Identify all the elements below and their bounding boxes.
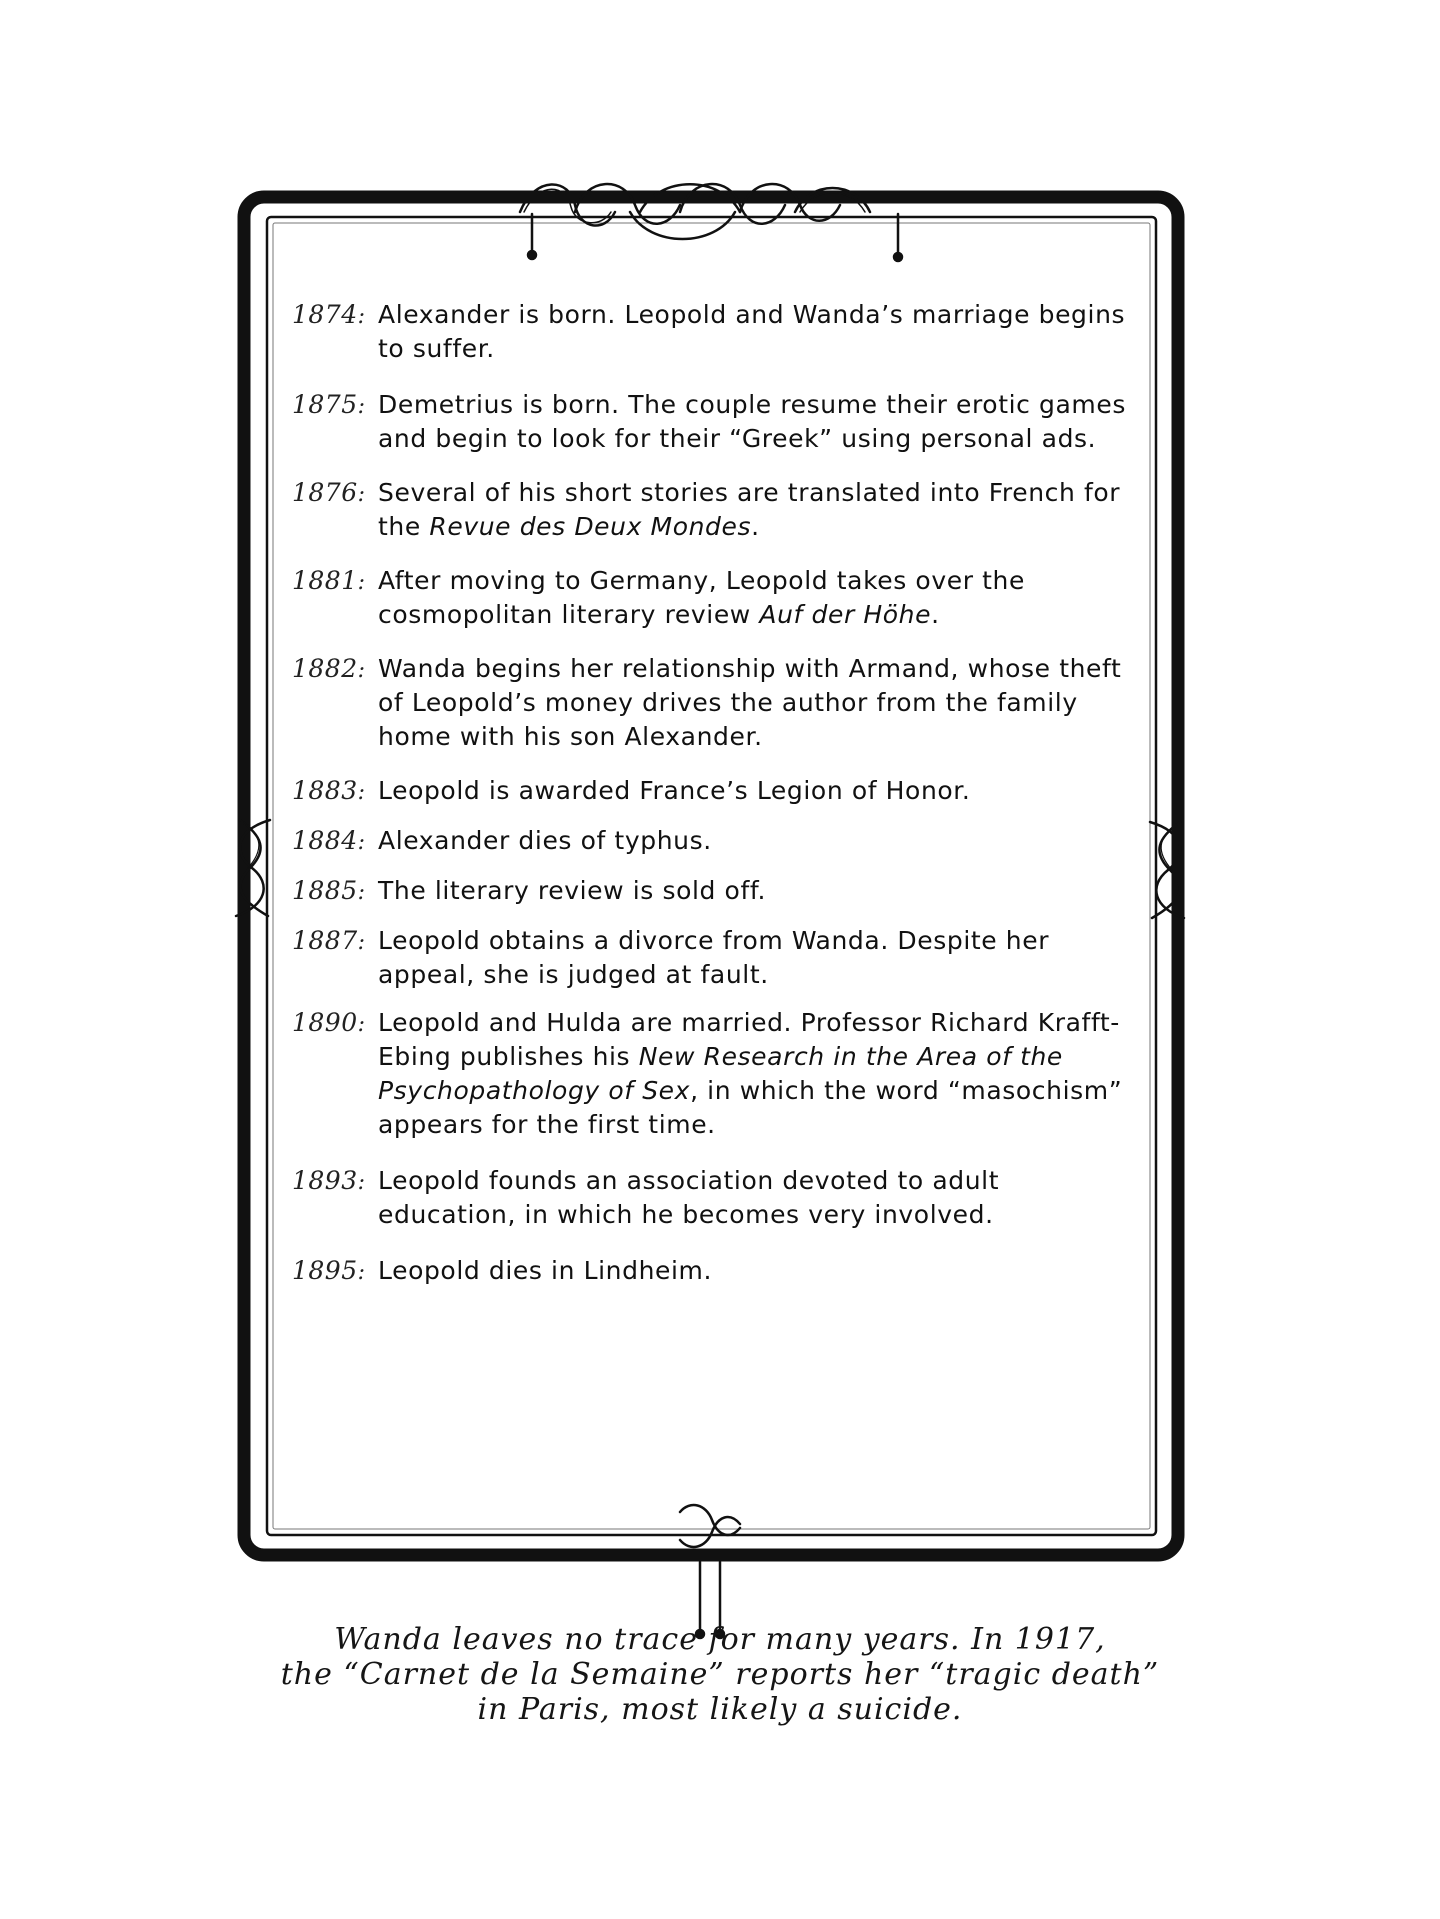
timeline-entry	[292, 388, 1132, 456]
description-text: Several of his short stories are translated into French for the	[378, 478, 1121, 541]
timeline-description	[378, 774, 1132, 808]
year-separator: :	[357, 830, 366, 855]
timeline-year	[292, 1006, 378, 1042]
timeline-year	[292, 774, 378, 810]
timeline-entry	[292, 564, 1132, 632]
year-value: 1881	[292, 566, 358, 595]
year-value: 1875	[292, 390, 358, 419]
publication-title: New Research in the Area of the Psychopathology of Sex	[378, 1042, 1063, 1105]
description-text: Leopold obtains a divorce from Wanda. Despite her appeal, she is judged at fault.	[378, 926, 1050, 989]
timeline-entry	[292, 774, 1132, 810]
year-separator: :	[357, 304, 366, 329]
timeline-entry	[292, 1006, 1132, 1142]
description-text: Leopold is awarded France’s Legion of Honor.	[378, 776, 971, 805]
description-text: Demetrius is born. The couple resume their erotic games and begin to look for their “Greek” using personal ads.	[378, 390, 1126, 453]
publication-title: Auf der Höhe	[759, 600, 932, 629]
timeline-description	[378, 1164, 1132, 1232]
timeline-description	[378, 652, 1132, 754]
year-separator: :	[357, 394, 366, 419]
timeline-description	[378, 388, 1132, 456]
timeline-year	[292, 388, 378, 424]
year-separator: :	[357, 780, 366, 805]
timeline-year	[292, 652, 378, 688]
timeline-description	[378, 924, 1132, 992]
timeline-entry	[292, 924, 1132, 992]
description-text: .	[931, 600, 940, 629]
bottom-lacing-ornament	[680, 1505, 740, 1638]
year-value: 1895	[292, 1256, 358, 1285]
description-text: , in which the word “masochism” appears for the first time.	[378, 1076, 1123, 1139]
publication-title: Revue des Deux Mondes	[429, 512, 752, 541]
timeline-entry	[292, 874, 1132, 910]
description-text: Leopold dies in Lindheim.	[378, 1256, 713, 1285]
timeline-description	[378, 564, 1132, 632]
caption-line: the “Carnet de la Semaine” reports her “tragic death”	[280, 1657, 1160, 1692]
description-text: Alexander is born. Leopold and Wanda’s marriage begins to suffer.	[378, 300, 1126, 363]
timeline-entry	[292, 652, 1132, 754]
description-text: Leopold and Hulda are married. Professor Richard Krafft-Ebing publishes his	[378, 1008, 1120, 1071]
timeline-year	[292, 476, 378, 512]
year-separator: :	[357, 930, 366, 955]
year-separator: :	[357, 880, 366, 905]
timeline-description	[378, 298, 1132, 366]
year-value: 1890	[292, 1008, 358, 1037]
timeline-year	[292, 1254, 378, 1290]
closing-caption	[220, 1622, 1220, 1727]
timeline-entry	[292, 1254, 1132, 1290]
timeline	[292, 280, 1132, 1290]
timeline-description	[378, 824, 1132, 858]
timeline-year	[292, 1164, 378, 1200]
timeline-description	[378, 874, 1132, 908]
year-separator: :	[357, 1170, 366, 1195]
year-value: 1883	[292, 776, 358, 805]
timeline-entry	[292, 476, 1132, 544]
year-separator: :	[357, 482, 366, 507]
caption-line: in Paris, most likely a suicide.	[477, 1692, 963, 1727]
description-text: Leopold founds an association devoted to adult education, in which he becomes very involved.	[378, 1166, 1000, 1229]
year-value: 1876	[292, 478, 358, 507]
year-value: 1885	[292, 876, 358, 905]
year-value: 1874	[292, 300, 358, 329]
year-separator: :	[357, 570, 366, 595]
year-value: 1882	[292, 654, 358, 683]
year-value: 1893	[292, 1166, 358, 1195]
timeline-year	[292, 824, 378, 860]
year-separator: :	[357, 1260, 366, 1285]
description-text: .	[751, 512, 760, 541]
timeline-entry	[292, 298, 1132, 366]
timeline-year	[292, 924, 378, 960]
year-value: 1887	[292, 926, 358, 955]
timeline-entry	[292, 1164, 1132, 1232]
description-text: The literary review is sold off.	[378, 876, 766, 905]
caption-line: Wanda leaves no trace for many years. In 1917,	[334, 1622, 1106, 1657]
timeline-description	[378, 1254, 1132, 1288]
year-separator: :	[357, 658, 366, 683]
timeline-description	[378, 1006, 1132, 1142]
timeline-year	[292, 564, 378, 600]
year-separator: :	[357, 1012, 366, 1037]
year-value: 1884	[292, 826, 358, 855]
timeline-year	[292, 874, 378, 910]
description-text: Wanda begins her relationship with Armand, whose theft of Leopold’s money drives the author from the family home with his son Alexander.	[378, 654, 1122, 751]
description-text: After moving to Germany, Leopold takes over the cosmopolitan literary review	[378, 566, 1025, 629]
description-text: Alexander dies of typhus.	[378, 826, 712, 855]
timeline-year	[292, 298, 378, 334]
timeline-entry	[292, 824, 1132, 860]
timeline-description	[378, 476, 1132, 544]
